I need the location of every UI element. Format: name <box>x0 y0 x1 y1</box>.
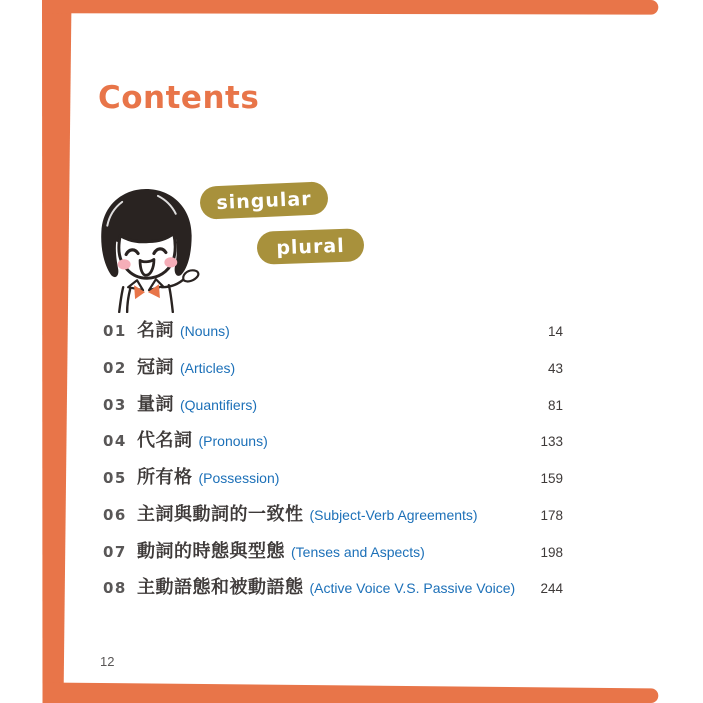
chapter-title-zh: 所有格 <box>137 467 193 487</box>
chapter-page-number: 43 <box>547 360 563 376</box>
toc-row <box>103 537 563 574</box>
chapter-title-zh: 動詞的時態與型態 <box>137 540 285 561</box>
chapter-title-zh: 冠詞 <box>137 356 174 377</box>
chapter-title-en: (Active Voice V.S. Passive Voice) <box>309 580 516 597</box>
toc-row <box>103 573 563 610</box>
chapter-title-en: (Possession) <box>198 470 280 486</box>
chapter-title-en: (Subject-Verb Agreements) <box>309 506 478 523</box>
chapter-page-number: 133 <box>540 434 563 450</box>
page-title: Contents <box>98 80 260 116</box>
badge-singular: singular <box>199 181 328 220</box>
chapter-page-number: 14 <box>547 324 563 339</box>
chapter-number: 02 <box>103 358 127 377</box>
chapter-title-zh: 名詞 <box>137 320 174 340</box>
hand <box>183 270 198 281</box>
badge-plural: plural <box>256 228 364 265</box>
chapter-number: 05 <box>103 469 127 487</box>
chapter-page-number: 159 <box>540 471 563 486</box>
toc-list <box>103 316 563 610</box>
toc-row <box>103 426 563 463</box>
chapter-number: 08 <box>103 579 127 598</box>
folio-page-number: 12 <box>100 654 115 669</box>
chapter-number: 04 <box>103 432 127 451</box>
chapter-number: 06 <box>103 505 127 524</box>
chapter-title-en: (Articles) <box>180 359 236 376</box>
toc-row <box>103 390 563 427</box>
chapter-title-en: (Nouns) <box>180 323 230 339</box>
chapter-page-number: 244 <box>540 581 563 597</box>
chapter-number: 01 <box>103 322 127 340</box>
chapter-page-number: 178 <box>540 507 563 523</box>
mouth <box>140 259 154 275</box>
chapter-title-zh: 代名詞 <box>137 430 193 451</box>
girl-mascot-illustration <box>92 184 202 313</box>
chapter-title-en: (Pronouns) <box>198 433 268 450</box>
cheek <box>118 259 131 269</box>
toc-row <box>103 463 563 500</box>
toc-row <box>103 353 563 390</box>
chapter-title-en: (Tenses and Aspects) <box>291 543 425 560</box>
chapter-number: 07 <box>103 542 127 561</box>
toc-row <box>103 500 563 537</box>
chapter-page-number: 81 <box>547 397 563 413</box>
chapter-title-zh: 主動語態和被動語態 <box>137 577 304 598</box>
chapter-page-number: 198 <box>540 544 563 560</box>
toc-row <box>103 316 563 353</box>
chapter-title-en: (Quantifiers) <box>180 396 258 413</box>
chapter-number: 03 <box>103 395 127 414</box>
chapter-title-zh: 量詞 <box>137 393 174 414</box>
chapter-title-zh: 主詞與動詞的一致性 <box>137 503 304 524</box>
